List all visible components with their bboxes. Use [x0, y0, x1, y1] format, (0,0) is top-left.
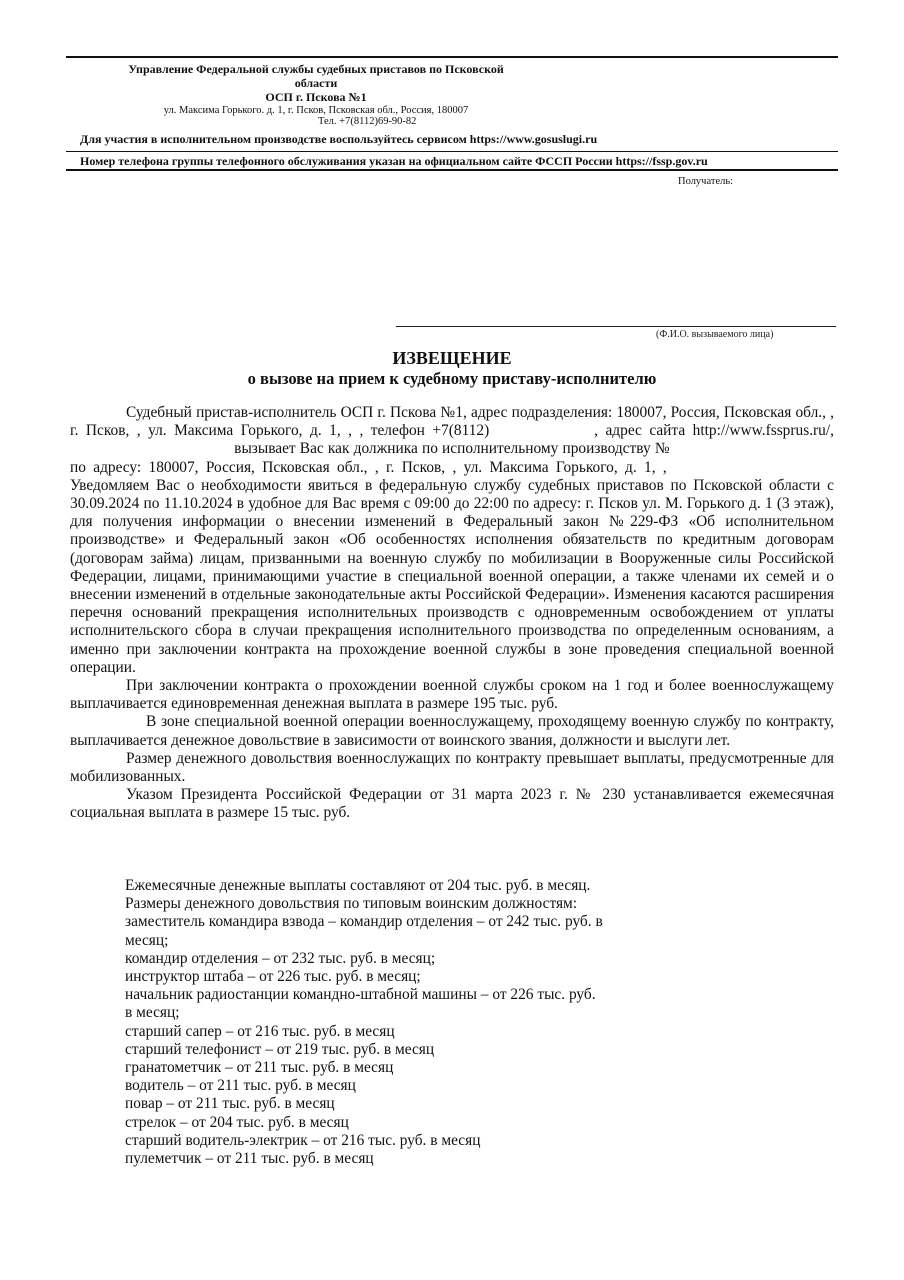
paragraph-presidential-decree: Указом Президента Российской Федерации от 31 марта 2023 г. № 230 устанавливается ежемесячная социальная выплата в размере 15 тыс. руб. [70, 786, 834, 822]
payment-list [125, 877, 725, 1168]
gosuslugi-notice: Для участия в исполнительном производстве воспользуйтесь сервисом https://www.gosuslugi.ru [80, 132, 598, 146]
list-item: старший телефонист – от 219 тыс. руб. в месяц [125, 1040, 435, 1058]
header-mid-rule [66, 151, 838, 152]
summons-part1: Судебный пристав-исполнитель ОСП г. Пскова №1, адрес подразделения: 180007, Россия, Псковская обл., , г. Псков, , ул. Максима Горького, д. 1, , , телефон +7(8112) [70, 404, 834, 440]
summons-part5: Уведомляем Вас о необходимости явиться в федеральную службу судебных приставов по Псковской области с 30.09.2024 по 11.10.2024 в удобное для Вас время с 09:00 до 22:00 по адресу: г. Псков ул. М. Горького д. 1 (3 этаж), для получения информации о внесении изменений в Федеральный закон №229-ФЗ «Об исполнительном производстве» и Федеральный закон «Об особенностях исполнения обязательств по кредитным договорам (договорам займа) лицам, призванными на военную службу по мобилизации в Вооруженные силы Российской Федерации, лицами, принимающими участие в специальной военной операции, а также членами их семей и о внесении изменений в отдельные законодательные акты Российской Федерации». Изменения касаются расширения перечня оснований прекращения исполнительных производств с одновременным освобождением от уплаты исполнительского сбора в случаи прекращения исполнительного производства по определенным основаниям, а именно при заключении контракта на прохождение военной службы в зоне проведения специальной военной операции. [70, 476, 834, 676]
list-item: водитель – от 211 тыс. руб. в месяц [125, 1077, 356, 1095]
list-item: в месяц; [125, 1004, 180, 1022]
osp-name: ОСП г. Пскова №1 [265, 90, 367, 104]
fio-caption: (Ф.И.О. вызываемого лица) [656, 329, 774, 340]
list-item: заместитель командира взвода – командир отделения – от 242 тыс. руб. в [125, 913, 603, 931]
document-subtitle: о вызове на прием к судебному приставу-исполнителю [247, 369, 657, 388]
list-item: стрелок – от 204 тыс. руб. в месяц [125, 1113, 349, 1131]
list-item: старший водитель-электрик – от 216 тыс. руб. в месяц [125, 1131, 481, 1149]
list-item: командир отделения – от 232 тыс. руб. в месяц; [125, 949, 436, 967]
list-item: повар – от 211 тыс. руб. в месяц [125, 1095, 335, 1113]
paragraph-one-time-payment: При заключении контракта о прохождении военной службы сроком на 1 год и более военнослужащему выплачивается единовременная денежная выплата в размере 195 тыс. руб. [70, 677, 834, 713]
summons-part4: по адресу: 180007, Россия, Псковская обл., , г. Псков, , ул. Максима Горького, д. 1, , [70, 458, 667, 476]
org-name-line1: Управление Федеральной службы судебных приставов по Псковской [128, 62, 504, 76]
list-item: гранатометчик – от 211 тыс. руб. в месяц [125, 1059, 394, 1077]
fio-underline [396, 326, 836, 327]
list-item: Ежемесячные денежные выплаты составляют от 204 тыс. руб. в месяц. [125, 877, 591, 894]
org-name-line2: области [294, 76, 338, 90]
list-item: Размеры денежного довольствия по типовым воинским должностям: [125, 895, 578, 913]
document-body [70, 404, 834, 823]
list-item: начальник радиостанции командно-штабной машины – от 226 тыс. руб. [125, 986, 596, 1004]
fssp-phone-notice: Номер телефона группы телефонного обслуживания указан на официальном сайте ФССП России https://fssp.gov.ru [80, 154, 708, 168]
org-address: ул. Максима Горького. д. 1, г. Псков, Псковская обл., Россия, 180007 [163, 105, 469, 116]
paragraph-allowance: В зоне специальной военной операции военнослужащему, проходящему военную службу по контракту, выплачивается денежное довольствие в зависимости от воинского звания, должности и выслуги лет. [70, 713, 834, 749]
list-item: месяц; [125, 931, 169, 949]
list-item: инструктор штаба – от 226 тыс. руб. в месяц; [125, 968, 421, 986]
org-phone: Тел. +7(8112)69-90-82 [318, 116, 417, 127]
list-item: старший сапер – от 216 тыс. руб. в месяц [125, 1022, 395, 1040]
list-item: пулеметчик – от 211 тыс. руб. в месяц [125, 1150, 374, 1168]
recipient-label: Получатель: [678, 176, 734, 187]
paragraph-allowance-size: Размер денежного довольствия военнослужащих по контракту превышает выплаты, предусмотренные для мобилизованных. [70, 749, 834, 786]
summons-part3: вызывает Вас как должника по исполнительному производству № [234, 440, 670, 458]
document-title: ИЗВЕЩЕНИЕ [392, 348, 512, 368]
organization-block [66, 62, 566, 117]
header-bottom-rule [66, 169, 838, 171]
header-top-rule [66, 56, 838, 58]
summons-part2: , адрес сайта http://www.fssprus.ru/, [594, 422, 834, 440]
paragraph-summons [70, 404, 834, 677]
